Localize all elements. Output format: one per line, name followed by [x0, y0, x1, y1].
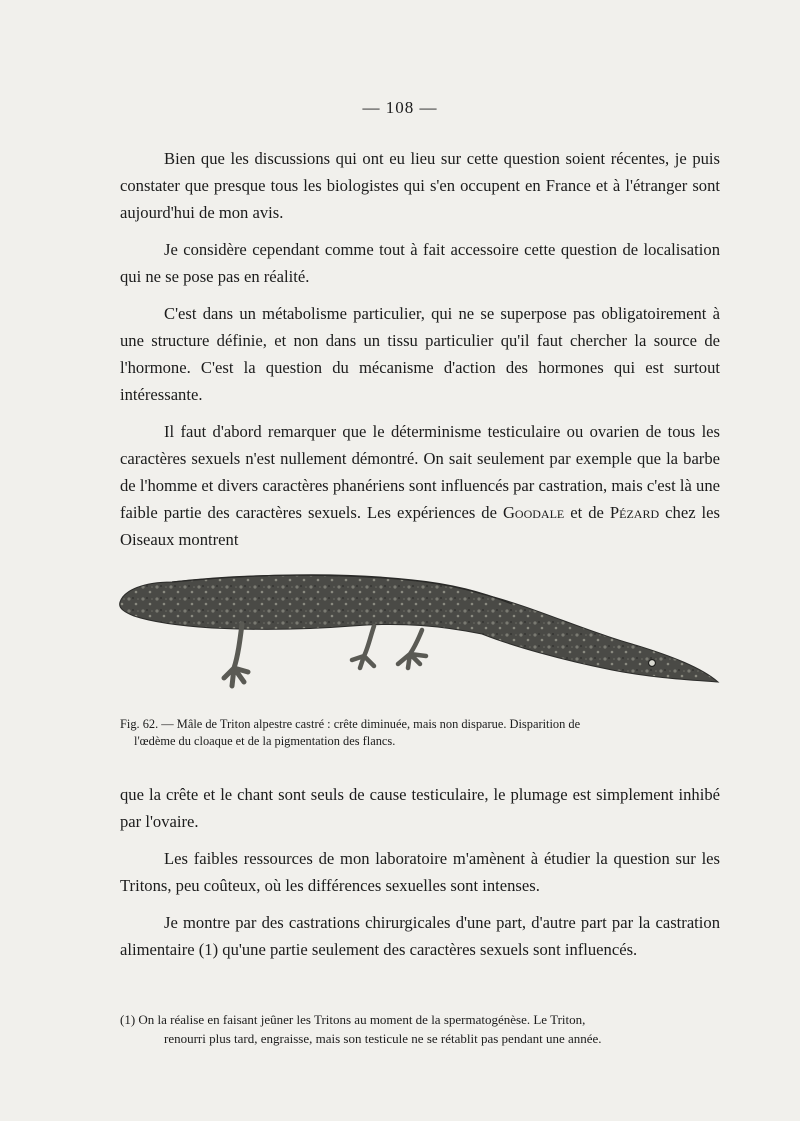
paragraph-4-text-after: chez les Oiseaux montrent	[120, 503, 720, 549]
author-name-pezard: Pézard	[609, 503, 660, 522]
footnote-line-1: (1) On la réalise en faisant jeûner les Tritons au moment de la spermatogénèse. Le Triton,	[120, 1012, 586, 1027]
figure-caption-line-2: l'œdème du cloaque et de la pigmentation des flancs.	[134, 734, 396, 748]
paragraph-7: Je montre par des castrations chirurgicales d'une part, d'autre part par la castration alimentaire (1) qu'une partie seulement des caractères sexuels sont influencés.	[120, 913, 720, 959]
author-name-goodale: Goodale	[502, 503, 565, 522]
paragraph-3: C'est dans un métabolisme particulier, qui ne se superpose pas obligatoirement à une structure définie, et non dans un tissu particulier qu'il faut chercher la source de l'hormone. C'est la question du mécanisme d'action des hormones qui est surtout intéressante.	[120, 304, 720, 404]
footnote	[120, 1010, 720, 1048]
newt-illustration	[112, 560, 724, 710]
paragraph-5: que la crête et le chant sont seuls de cause testiculaire, le plumage est simplement inhibé par l'ovaire.	[120, 785, 720, 831]
page-number: — 108 —	[362, 98, 438, 117]
footnote-line-2: renourri plus tard, engraisse, mais son testicule ne se rétablit pas pendant une année.	[164, 1031, 602, 1046]
paragraph-4	[120, 418, 720, 553]
newt-body	[120, 575, 718, 682]
figure-caption-line-1: Fig. 62. — Mâle de Triton alpestre castré : crête diminuée, mais non disparue. Disparition de	[120, 717, 581, 731]
paragraph-2: Je considère cependant comme tout à fait accessoire cette question de localisation qui ne se pose pas en réalité.	[120, 240, 720, 286]
newt-leg-front	[224, 624, 248, 686]
paragraph-1: Bien que les discussions qui ont eu lieu sur cette question soient récentes, je puis constater que presque tous les biologistes qui s'en occupent en France et à l'étranger sont aujourd'hui de mon avis.	[120, 149, 720, 222]
newt-leg-rear-2	[398, 630, 426, 668]
figure-newt-photo	[112, 560, 724, 710]
paragraph-6: Les faibles ressources de mon laboratoire m'amènent à étudier la question sur les Tritons, peu coûteux, où les différences sexuelles sont intenses.	[120, 849, 720, 895]
text-block-top	[120, 145, 720, 563]
paragraph-4-text-before: Il faut d'abord remarquer que le déterminisme testiculaire ou ovarien de tous les caractères sexuels n'est nullement démontré. On sait seulement par exemple que la barbe de l'homme et divers caractères phanériens sont influencés par castration, mais c'est là une faible partie des caractères sexuels. Les expériences de	[120, 422, 720, 522]
paragraph-4-text-middle: et de	[564, 503, 610, 522]
figure-caption	[120, 716, 720, 750]
text-block-bottom	[120, 781, 720, 973]
newt-eye	[649, 660, 656, 667]
newt-leg-rear-1	[352, 626, 374, 668]
